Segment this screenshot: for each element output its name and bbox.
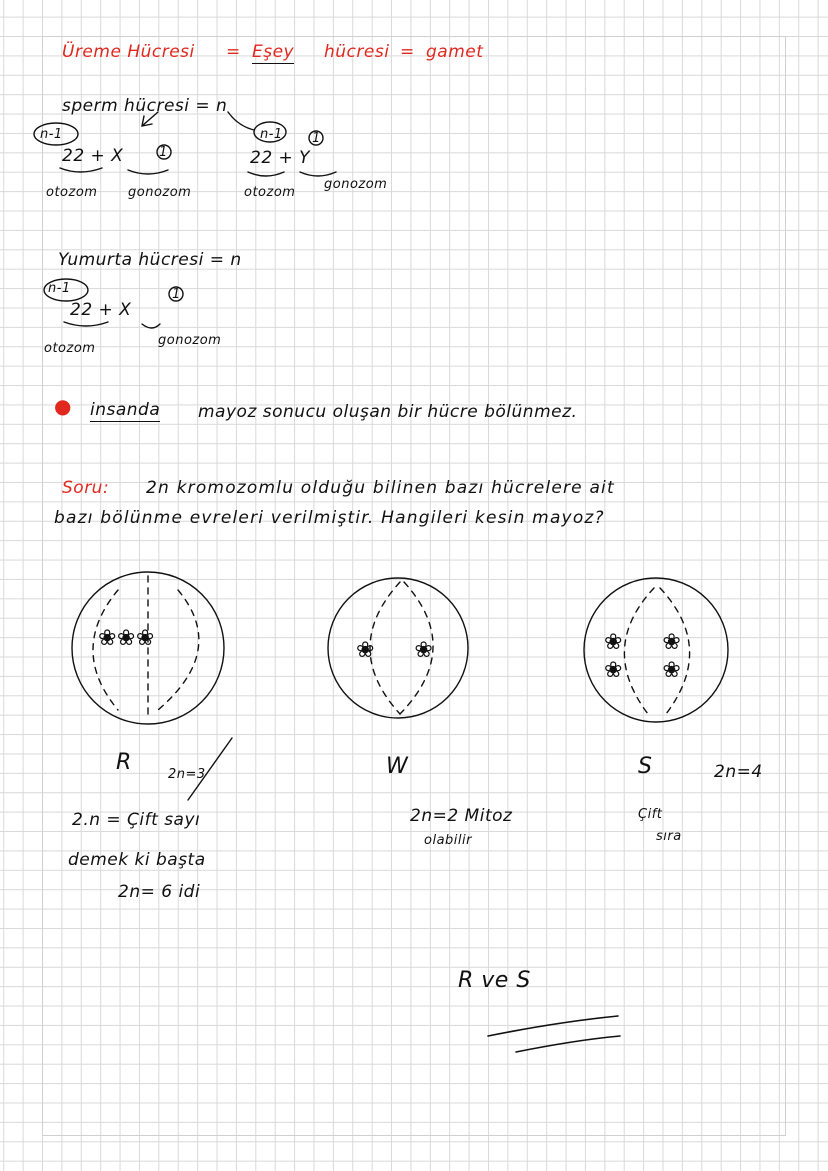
note-insanda: insanda <box>90 400 161 420</box>
sperm-label-gonozom-2: gonozom <box>324 177 388 192</box>
answer: R ve S <box>458 968 531 993</box>
egg-heading: Yumurta hücresi = n <box>58 250 242 270</box>
title-ureme-hucresi: Üreme Hücresi <box>62 42 195 62</box>
egg-label-otozom: otozom <box>44 341 96 356</box>
question-line1: 2n kromozomlu olduğu bilinen bazı hücrelere ait <box>146 478 615 498</box>
sperm-right-circ: 1 <box>312 131 321 146</box>
sperm-label-otozom-1: otozom <box>46 185 98 200</box>
sperm-left-n: n-1 <box>40 127 63 142</box>
cell-w-chromosomes: ❀❀ <box>356 638 473 663</box>
title-esey: Eşey <box>252 42 295 62</box>
title-gamet: gamet <box>426 42 484 62</box>
cell-w-label: W <box>386 754 409 779</box>
sperm-right-formula: 22 + Y <box>250 148 311 168</box>
cell-s-note2: sıra <box>656 829 682 844</box>
title-equals-1: = <box>226 42 241 62</box>
cell-r-label: R <box>116 750 132 775</box>
title-hucresi: hücresi <box>324 42 390 62</box>
cell-s-chromosomes-bottom: ❀❀ <box>604 658 721 683</box>
sperm-left-formula: 22 + X <box>62 146 124 166</box>
egg-formula: 22 + X <box>70 300 132 320</box>
cell-r-chromosomes: ❀❀❀ <box>98 626 155 651</box>
cell-w-note1: 2n=2 Mitoz <box>410 806 513 826</box>
explanation-line2: demek ki başta <box>68 850 206 870</box>
cell-s-chromosomes-top: ❀❀ <box>604 630 721 655</box>
cell-r-note: 2n=3 <box>168 767 206 782</box>
question-prefix: Soru: <box>62 478 110 498</box>
cell-s-note1: Çift <box>638 807 663 822</box>
cell-s-note3: 2n=4 <box>714 762 763 782</box>
note-rest: mayoz sonucu oluşan bir hücre bölünmez. <box>198 402 578 422</box>
sperm-label-gonozom-1: gonozom <box>128 185 192 200</box>
explanation-line3: 2n= 6 idi <box>118 882 201 902</box>
egg-circ: 1 <box>172 287 181 302</box>
cell-w-note2: olabilir <box>424 833 472 848</box>
sperm-label-otozom-2: otozom <box>244 185 296 200</box>
title-equals-2: = <box>400 42 415 62</box>
egg-label-gonozom: gonozom <box>158 333 222 348</box>
sperm-left-circ: 1 <box>159 145 168 160</box>
sperm-right-n: n-1 <box>260 127 283 142</box>
explanation-line1: 2.n = Çift sayı <box>72 810 201 830</box>
lightbulb-icon: ● <box>54 394 72 418</box>
cell-s-label: S <box>638 754 653 779</box>
question-line2: bazı bölünme evreleri verilmiştir. Hangileri kesin mayoz? <box>54 508 605 528</box>
sperm-heading: sperm hücresi = n <box>62 96 228 116</box>
egg-n-label: n-1 <box>48 281 71 296</box>
